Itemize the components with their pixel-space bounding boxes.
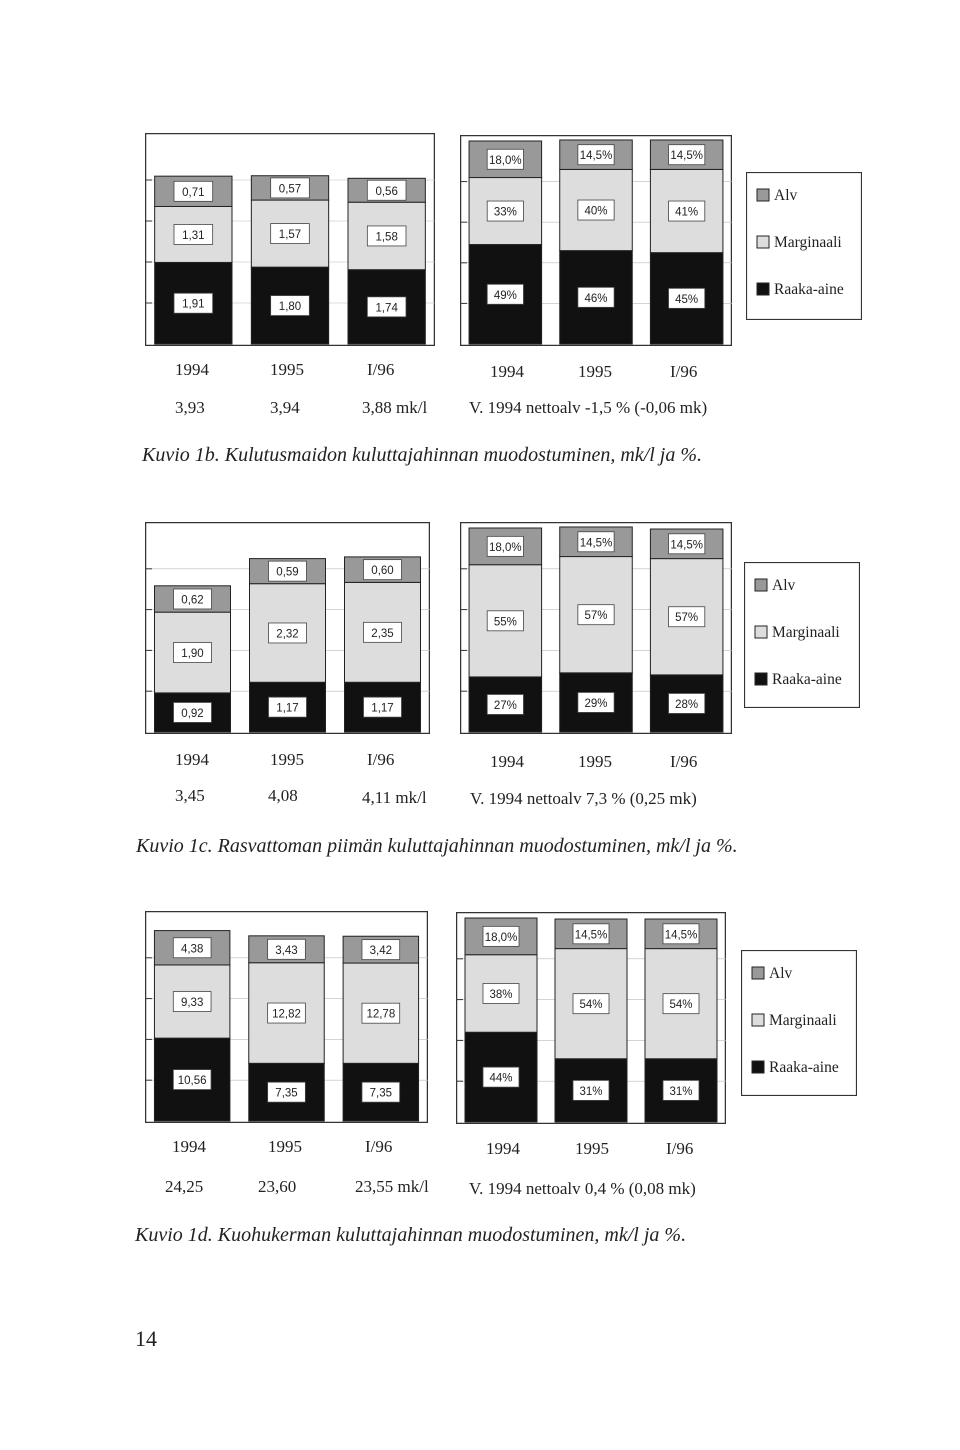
data-label: 1,74 bbox=[375, 302, 398, 315]
total-price: 3,45 bbox=[175, 786, 205, 805]
total-price: 4,08 bbox=[268, 786, 298, 805]
data-label: 2,35 bbox=[371, 627, 394, 640]
year-label: 1994 bbox=[486, 1139, 520, 1158]
data-label: 0,60 bbox=[371, 565, 394, 578]
data-label: 14,5% bbox=[670, 539, 703, 552]
legend-label: Marginaali bbox=[774, 234, 842, 251]
data-label: 31% bbox=[579, 1085, 603, 1098]
data-label: 0,62 bbox=[181, 594, 204, 607]
data-label: 44% bbox=[489, 1072, 513, 1085]
data-label: 18,0% bbox=[489, 541, 522, 554]
data-label: 18,0% bbox=[484, 931, 518, 944]
data-label: 38% bbox=[489, 988, 513, 1001]
data-label: 1,58 bbox=[375, 231, 398, 244]
data-label: 29% bbox=[584, 697, 608, 710]
vat-change-note: V. 1994 nettoalv 7,3 % (0,25 mk) bbox=[470, 789, 697, 808]
data-label: 14,5% bbox=[574, 929, 608, 942]
total-price: 3,94 bbox=[270, 398, 300, 417]
legend-swatch-marginaali bbox=[752, 1014, 764, 1026]
legend-label: Alv bbox=[769, 965, 793, 982]
total-price: 24,25 bbox=[165, 1177, 204, 1196]
chart-1c-percent bbox=[460, 522, 732, 734]
legend-swatch-marginaali bbox=[757, 236, 769, 248]
data-label: 4,38 bbox=[180, 943, 204, 956]
year-label: 1995 bbox=[575, 1139, 609, 1158]
year-label: I/96 bbox=[670, 752, 698, 771]
year-label: I/96 bbox=[670, 362, 698, 381]
data-label: 18,0% bbox=[489, 154, 522, 167]
data-label: 14,5% bbox=[670, 150, 703, 163]
total-price: 23,55 mk/l bbox=[355, 1177, 429, 1196]
data-label: 12,82 bbox=[272, 1008, 301, 1021]
total-price: 23,60 bbox=[258, 1177, 297, 1196]
figure-caption: Kuvio 1b. Kulutusmaidon kuluttajahinnan muodostuminen, mk/l ja %. bbox=[142, 444, 702, 466]
data-label: 57% bbox=[584, 610, 608, 623]
legend-swatch-raaka-aine bbox=[757, 283, 769, 295]
data-label: 1,91 bbox=[182, 298, 205, 311]
total-price: 3,93 bbox=[175, 398, 205, 417]
chart-1b-percent bbox=[460, 135, 732, 346]
data-label: 2,32 bbox=[276, 628, 299, 641]
total-price: 4,11 mk/l bbox=[362, 788, 427, 807]
year-label: 1995 bbox=[270, 750, 304, 769]
legend-1c bbox=[744, 562, 860, 708]
legend-1b bbox=[746, 172, 862, 320]
year-label: 1994 bbox=[175, 360, 209, 379]
legend-label: Raaka-aine bbox=[769, 1059, 839, 1076]
data-label: 14,5% bbox=[579, 537, 613, 550]
data-label: 0,71 bbox=[182, 186, 205, 199]
year-label: 1994 bbox=[175, 750, 209, 769]
legend-label: Alv bbox=[774, 187, 798, 204]
year-label: I/96 bbox=[367, 750, 395, 769]
year-label: I/96 bbox=[365, 1137, 393, 1156]
data-label: 28% bbox=[675, 698, 699, 711]
data-label: 14,5% bbox=[579, 150, 613, 163]
data-label: 12,78 bbox=[366, 1008, 396, 1021]
data-label: 9,33 bbox=[180, 997, 204, 1010]
data-label: 0,56 bbox=[375, 185, 398, 198]
data-label: 54% bbox=[669, 999, 693, 1012]
data-label: 7,35 bbox=[369, 1087, 393, 1100]
vat-change-note: V. 1994 nettoalv 0,4 % (0,08 mk) bbox=[469, 1179, 696, 1198]
chart-1d-percent bbox=[456, 912, 726, 1124]
data-label: 3,42 bbox=[369, 945, 393, 958]
data-label: 54% bbox=[579, 999, 603, 1012]
legend-swatch-raaka-aine bbox=[755, 673, 767, 685]
data-label: 3,43 bbox=[275, 944, 298, 957]
figure-caption: Kuvio 1d. Kuohukerman kuluttajahinnan muodostuminen, mk/l ja %. bbox=[135, 1224, 687, 1246]
data-label: 55% bbox=[493, 616, 517, 629]
data-label: 27% bbox=[493, 699, 517, 712]
year-label: 1995 bbox=[578, 752, 612, 771]
data-label: 1,80 bbox=[278, 301, 302, 314]
data-label: 49% bbox=[493, 289, 517, 302]
year-label: 1995 bbox=[578, 362, 612, 381]
legend-swatch-alv bbox=[752, 967, 764, 979]
year-label: 1994 bbox=[490, 362, 524, 381]
data-label: 40% bbox=[584, 205, 608, 218]
legend-swatch-alv bbox=[755, 579, 767, 591]
data-label: 41% bbox=[675, 206, 699, 219]
legend-label: Marginaali bbox=[769, 1012, 837, 1029]
data-label: 1,90 bbox=[181, 648, 204, 661]
data-label: 1,17 bbox=[371, 702, 394, 715]
data-label: 46% bbox=[584, 292, 608, 305]
legend-label: Alv bbox=[772, 577, 796, 594]
chart-1d-mk bbox=[145, 911, 428, 1123]
vat-change-note: V. 1994 nettoalv -1,5 % (-0,06 mk) bbox=[469, 398, 708, 417]
legend-swatch-alv bbox=[757, 189, 769, 201]
chart-1c-mk bbox=[145, 522, 430, 734]
year-label: 1995 bbox=[270, 360, 304, 379]
data-label: 0,59 bbox=[276, 566, 299, 579]
data-label: 1,31 bbox=[182, 229, 205, 242]
data-label: 45% bbox=[675, 293, 699, 306]
legend-label: Marginaali bbox=[772, 624, 840, 641]
total-price: 3,88 mk/l bbox=[362, 398, 428, 417]
data-label: 14,5% bbox=[664, 929, 698, 942]
data-label: 0,92 bbox=[181, 707, 204, 720]
data-label: 1,57 bbox=[278, 229, 302, 242]
legend-1d bbox=[741, 950, 857, 1096]
legend-swatch-marginaali bbox=[755, 626, 767, 638]
data-label: 57% bbox=[675, 612, 699, 625]
data-label: 0,57 bbox=[278, 183, 302, 196]
data-label: 31% bbox=[669, 1085, 693, 1098]
year-label: I/96 bbox=[367, 360, 395, 379]
year-label: 1995 bbox=[268, 1137, 302, 1156]
legend-label: Raaka-aine bbox=[774, 281, 844, 298]
year-label: 1994 bbox=[490, 752, 524, 771]
data-label: 1,17 bbox=[276, 702, 299, 715]
year-label: I/96 bbox=[666, 1139, 694, 1158]
legend-swatch-raaka-aine bbox=[752, 1061, 764, 1073]
data-label: 10,56 bbox=[177, 1075, 207, 1088]
chart-1b-mk bbox=[145, 133, 435, 346]
legend-label: Raaka-aine bbox=[772, 671, 842, 688]
page-number: 14 bbox=[135, 1326, 157, 1351]
figure-caption: Kuvio 1c. Rasvattoman piimän kuluttajahinnan muodostuminen, mk/l ja %. bbox=[136, 835, 738, 857]
data-label: 33% bbox=[493, 206, 517, 219]
year-label: 1994 bbox=[172, 1137, 206, 1156]
data-label: 7,35 bbox=[275, 1087, 298, 1100]
